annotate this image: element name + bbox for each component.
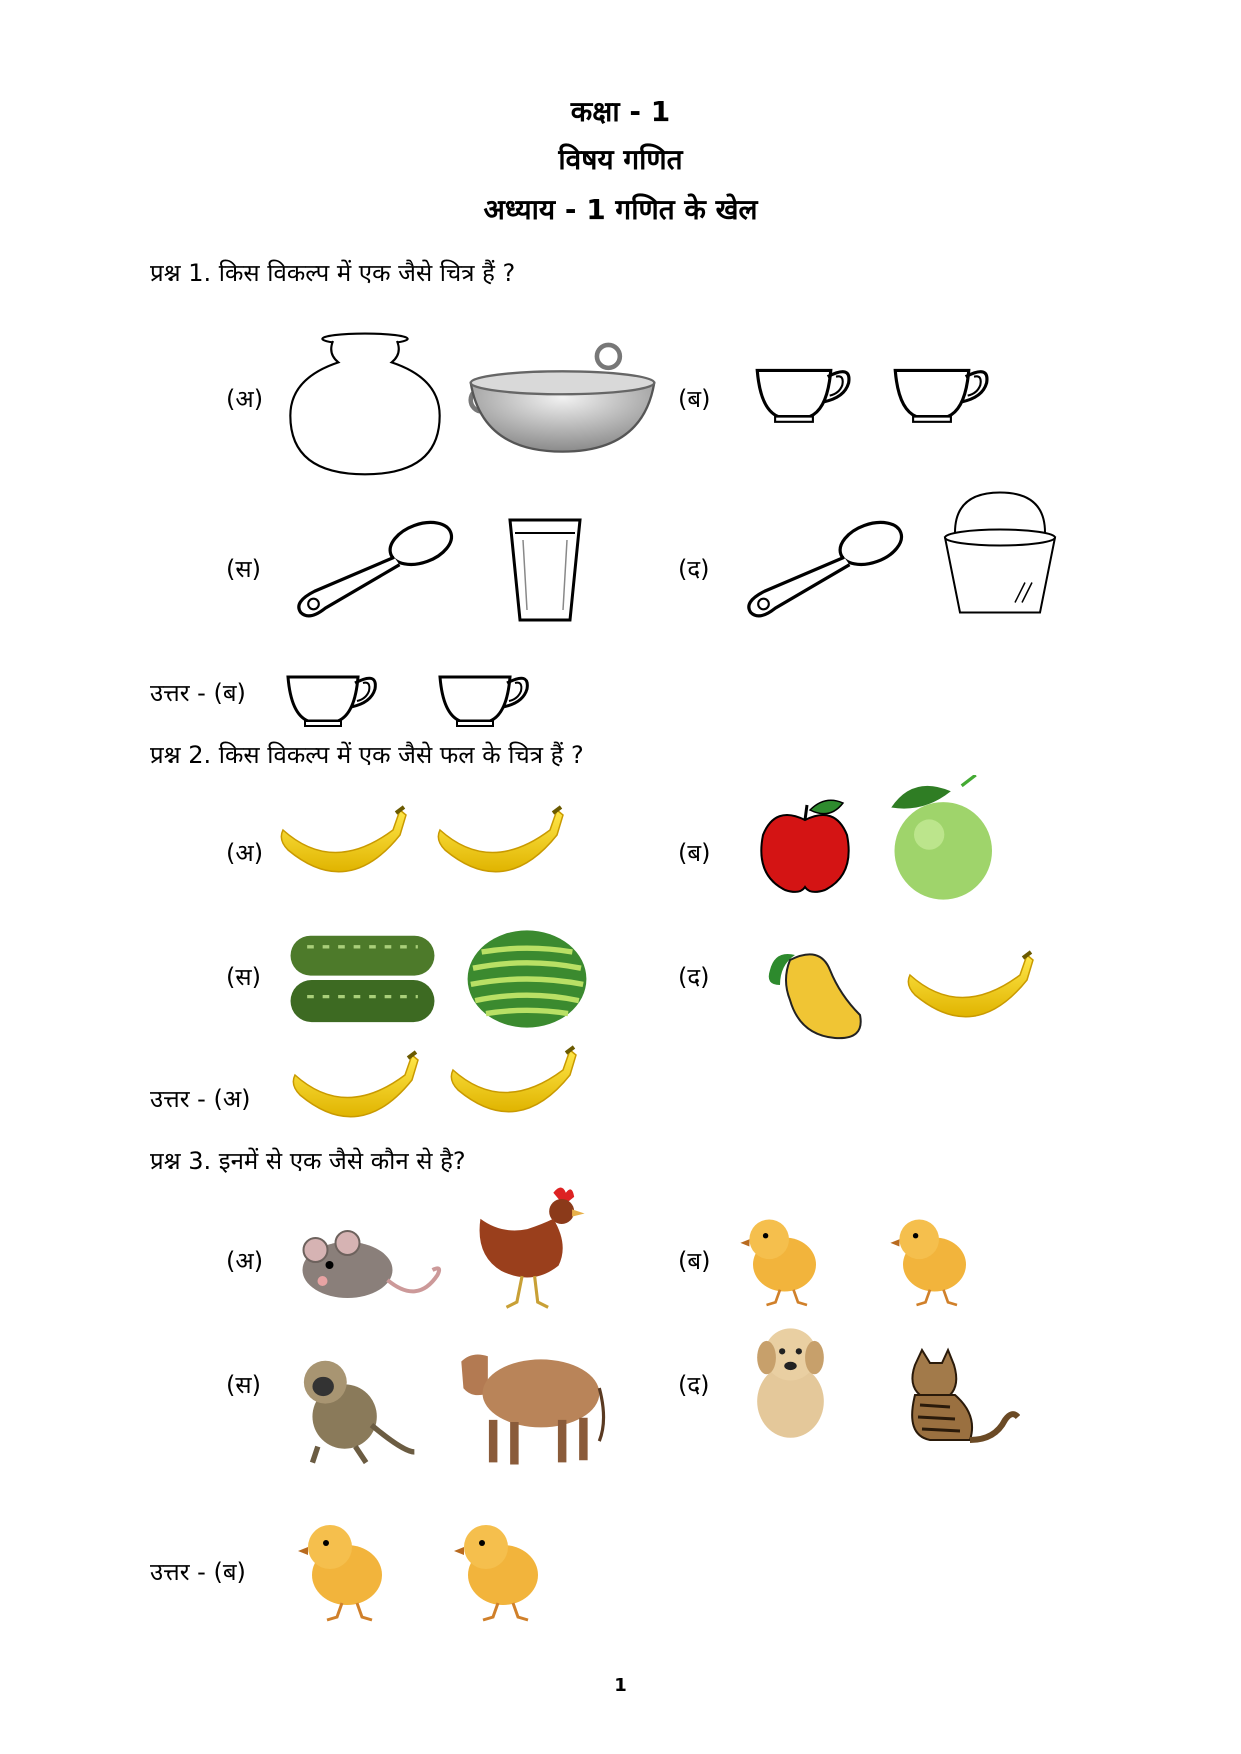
banana-icon <box>290 1050 420 1130</box>
dog-icon <box>738 1318 843 1443</box>
spoon-icon <box>738 515 908 625</box>
q2-option-d-label: (द) <box>678 963 710 991</box>
banana-icon <box>905 950 1035 1030</box>
q2-option-c-label: (स) <box>226 963 261 991</box>
cow-icon <box>440 1335 610 1473</box>
monkey-icon <box>280 1350 420 1468</box>
q3-option-a-label: (अ) <box>226 1247 264 1275</box>
chapter-title: अध्याय - 1 गणित के खेल <box>483 193 758 226</box>
q1-option-c-label: (स) <box>226 555 261 583</box>
subject-title: विषय गणित <box>558 143 683 176</box>
apple-icon <box>755 795 855 895</box>
page-number: 1 <box>614 1675 627 1696</box>
question-2-text: प्रश्न 2. किस विकल्प में एक जैसे फल के चित्र हैं ? <box>150 741 584 769</box>
q1-option-b-label: (ब) <box>678 385 711 413</box>
chick-icon <box>292 1515 392 1625</box>
question-3-text: प्रश्न 3. इनमें से एक जैसे कौन से है? <box>150 1147 466 1175</box>
bucket-icon <box>940 485 1060 620</box>
glass-icon <box>505 510 585 630</box>
kadhai-icon <box>465 340 660 460</box>
q3-option-b-label: (ब) <box>678 1247 711 1275</box>
q1-option-a-label: (अ) <box>226 385 264 413</box>
question-1-text: प्रश्न 1. किस विकल्प में एक जैसे चित्र हैं ? <box>150 259 516 287</box>
watermelon-icon <box>462 925 592 1033</box>
q1-option-d-label: (द) <box>678 555 710 583</box>
mouse-icon <box>285 1215 450 1315</box>
cup-icon <box>752 360 857 427</box>
cup-icon <box>435 668 535 730</box>
chick-icon <box>735 1210 825 1310</box>
cup-icon <box>283 668 383 730</box>
chick-icon <box>885 1210 975 1310</box>
q3-option-d-label: (द) <box>678 1371 710 1399</box>
cucumber-icon <box>285 930 440 1030</box>
spoon-icon <box>288 515 458 625</box>
q2-option-b-label: (ब) <box>678 839 711 867</box>
hen-icon <box>470 1180 595 1320</box>
class-title: कक्षा - 1 <box>570 95 671 128</box>
pot-icon <box>285 330 445 480</box>
banana-icon <box>278 805 408 885</box>
banana-icon <box>435 805 565 885</box>
q2-option-a-label: (अ) <box>226 839 264 867</box>
answer-1-text: उत्तर - (ब) <box>150 679 246 707</box>
banana-icon <box>448 1045 578 1125</box>
cat-icon <box>900 1345 1020 1445</box>
answer-2-text: उत्तर - (अ) <box>150 1085 251 1113</box>
cup-icon <box>890 360 995 427</box>
mango-icon <box>760 940 870 1050</box>
guava-icon <box>880 775 1000 905</box>
chick-icon <box>448 1515 548 1625</box>
answer-3-text: उत्तर - (ब) <box>150 1558 246 1586</box>
q3-option-c-label: (स) <box>226 1371 261 1399</box>
